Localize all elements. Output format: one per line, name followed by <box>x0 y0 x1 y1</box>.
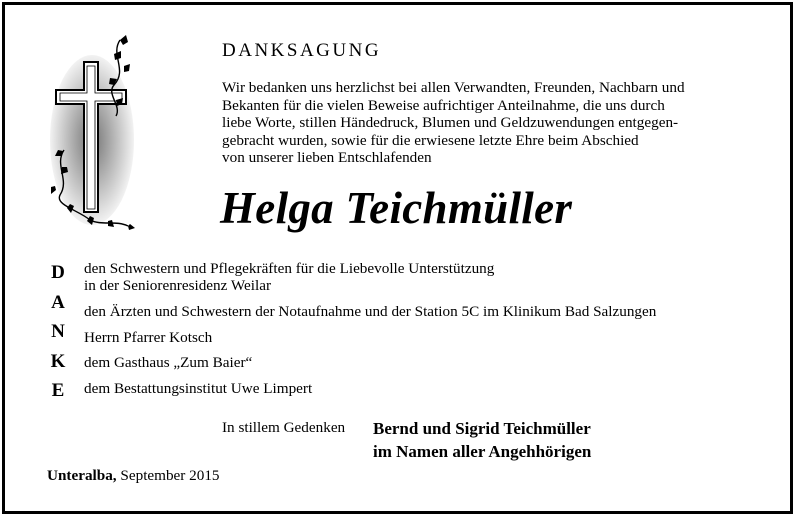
thanks-line: in der Seniorenresidenz Weilar <box>84 277 272 294</box>
footer <box>47 467 220 485</box>
cross-with-ivy-icon <box>50 30 140 230</box>
heading: DANKSAGUNG <box>222 40 382 61</box>
danke-letter: E <box>51 380 65 401</box>
thanks-line: dem Bestattungsinstitut Uwe Limpert <box>84 380 313 397</box>
intro-line: Wir bedanken uns herzlichst bei allen Verwandten, Freunden, Nachbarn und <box>222 79 685 96</box>
intro-line: liebe Worte, stillen Händedruck, Blumen und Geldzuwendungen entgegen- <box>222 114 679 132</box>
thanks-line: dem Gasthaus „Zum Baier“ <box>84 354 253 371</box>
danke-letter: N <box>51 321 65 342</box>
footer-date: September 2015 <box>120 467 220 484</box>
thanks-line: den Ärzten und Schwestern der Notaufnahme und der Station 5C im Klinikum Bad Salzungen <box>84 303 657 320</box>
danke-letter: A <box>51 291 65 313</box>
intro-line: Bekanten für die vielen Beweise aufrichtiger Anteilnahme, die uns durch <box>222 96 665 114</box>
thanks-line: den Schwestern und Pflegekräften für die Liebevolle Unterstützung <box>84 260 495 277</box>
intro-line: gebracht wurden, sowie für die erwiesene letzte Ehre beim Abschied <box>222 131 639 149</box>
gedenken-label: In stillem Gedenken <box>222 419 346 436</box>
footer-place: Unteralba, <box>47 467 117 484</box>
danke-letter: K <box>50 350 66 372</box>
intro-paragraph <box>222 79 755 167</box>
intro-line: von unserer lieben Entschlafenden <box>222 149 432 167</box>
danke-vertical <box>46 258 70 406</box>
deceased-name: Helga Teichmüller <box>220 183 573 233</box>
signer-line: im Namen aller Angehhörigen <box>373 442 592 461</box>
thanks-line: Herrn Pfarrer Kotsch <box>84 329 213 346</box>
danke-letter: D <box>51 262 65 283</box>
signers <box>373 417 591 463</box>
signer-line: Bernd und Sigrid Teichmüller <box>373 419 591 438</box>
